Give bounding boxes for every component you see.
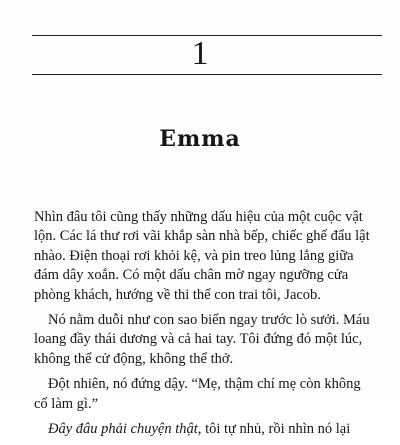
paragraph-line	[34, 420, 384, 439]
paragraph-line: phòng khách, hướng về thi thể con trai tôi, Jacob.	[34, 286, 321, 303]
chapter-number: 1	[191, 35, 209, 72]
paragraph-line: nhào. Điện thoại rơi khỏi kệ, và pin treo lủng lẳng giữa	[34, 247, 354, 264]
chapter-title: Emma	[159, 126, 241, 152]
italic-phrase: Đây đâu phải chuyện thật,	[48, 421, 202, 438]
paragraph-line: Đột nhiên, nó đứng dậy. “Mẹ, thậm chí mẹ còn không	[48, 376, 361, 393]
paragraph-3	[34, 375, 384, 414]
paragraph-line: đám dây xoắn. Có một dấu chân mờ ngay ngưỡng cửa	[34, 267, 349, 284]
paragraph-line: Nó nằm duỗi như con sao biển ngay trước lò sưởi. Máu	[48, 312, 370, 329]
paragraph-line: loang đầy thái dương và cả hai tay. Tôi đứng đó một lúc,	[34, 331, 363, 348]
paragraph-2	[34, 311, 384, 369]
paragraph-line: cố làm gì.”	[34, 395, 99, 412]
paragraph-line: lộn. Các lá thư rơi vãi khắp sàn nhà bếp, chiếc ghế đẩu lật	[34, 228, 370, 245]
paragraph-1	[34, 208, 384, 305]
regular-phrase: tôi tự nhủ, rồi nhìn nó lại	[201, 421, 351, 438]
chapter-body	[34, 208, 384, 445]
paragraph-4	[34, 420, 384, 439]
chapter-rule-bottom	[32, 74, 382, 75]
paragraph-line: không thể cử động, không thể thở.	[34, 350, 234, 367]
paragraph-line: Nhìn đâu tôi cũng thấy những dấu hiệu của một cuộc vật	[34, 209, 363, 225]
